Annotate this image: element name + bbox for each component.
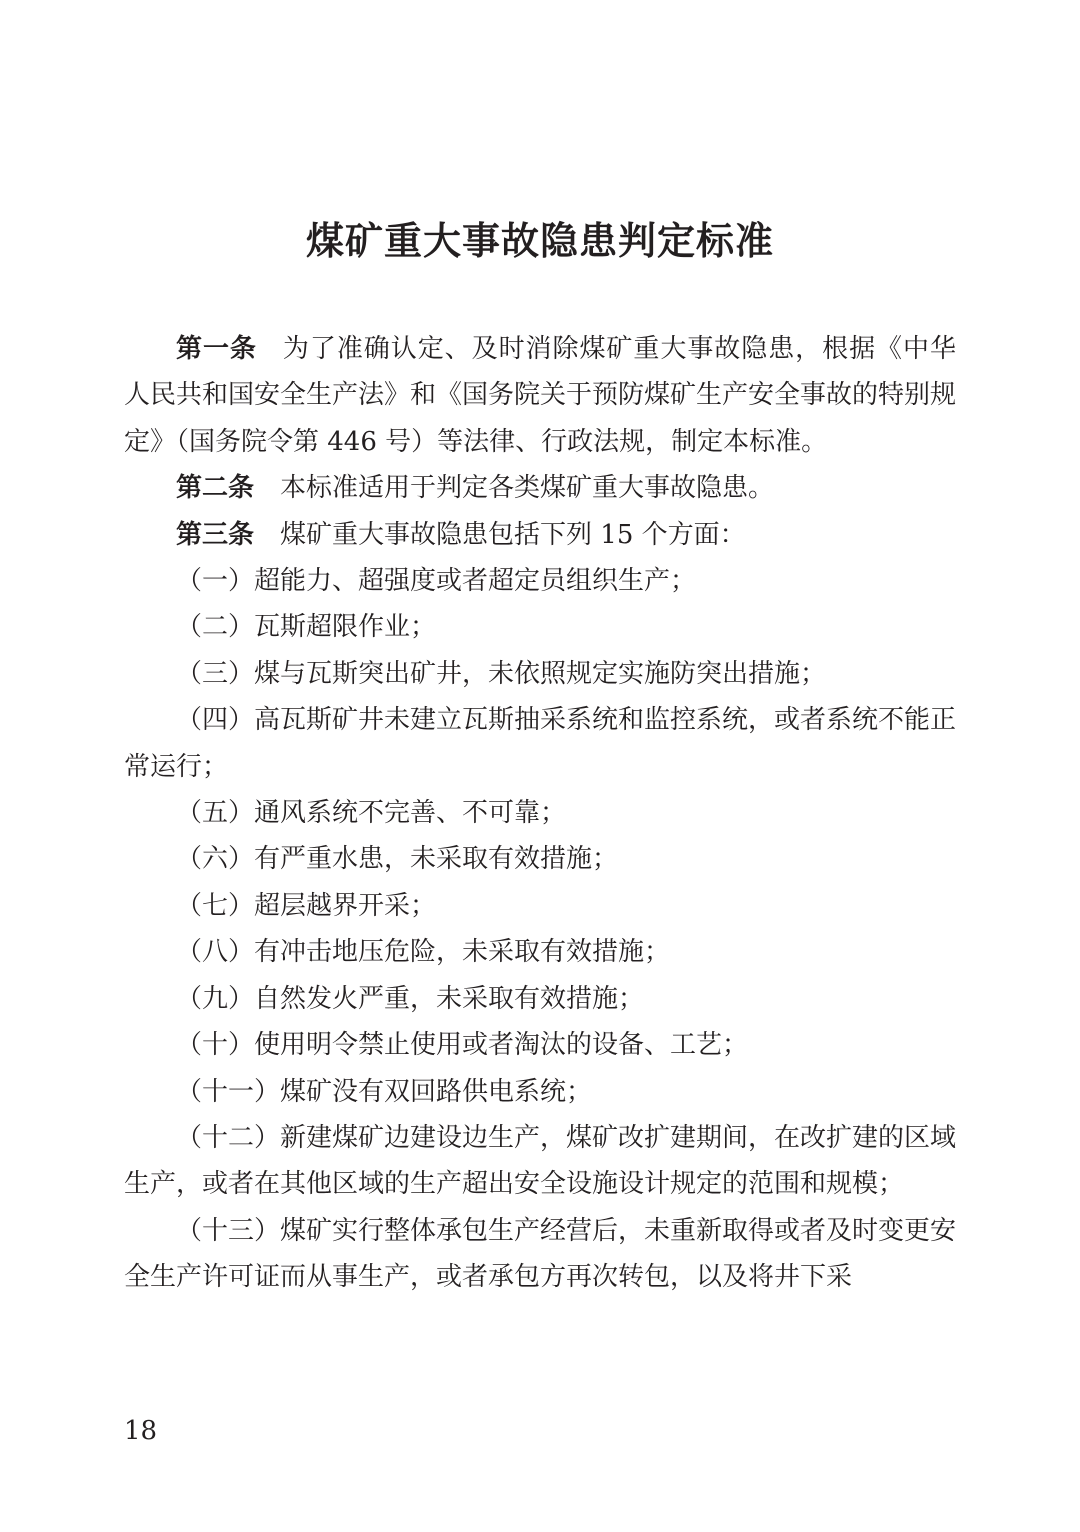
list-item: （一）超能力、超强度或者超定员组织生产；	[176, 566, 697, 597]
list-item: （七）超层越界开采；	[176, 890, 437, 921]
article-label: 第二条	[176, 473, 255, 504]
list-item: （十）使用明令禁止使用或者淘汰的设备、工艺；	[176, 1030, 749, 1061]
document-body	[124, 326, 956, 1301]
article-1	[124, 326, 956, 465]
article-text: 本标准适用于判定各类煤矿重大事故隐患。	[280, 473, 775, 504]
list-item: （六）有严重水患，未采取有效措施；	[176, 844, 619, 875]
article-text: 为了准确认定、及时消除煤矿重大事故隐患，根据《中华人民共和国安全生产法》和《国务院关于预防煤矿生产安全事故的特别规定》（国务院令第 446 号）等法律、行政法规，制定本标准。	[124, 334, 957, 457]
article-2	[124, 465, 956, 511]
list-item: （十二）新建煤矿边建设边生产，煤矿改扩建期间，在改扩建的区域生产，或者在其他区域的生产超出安全设施设计规定的范围和规模；	[124, 1122, 957, 1200]
document-title: 煤矿重大事故隐患判定标准	[305, 219, 774, 263]
article-label: 第一条	[176, 334, 257, 364]
page-number: 18	[124, 1416, 158, 1446]
list-item: （十一）煤矿没有双回路供电系统；	[176, 1076, 593, 1107]
list-item: （八）有冲击地压危险，未采取有效措施；	[176, 937, 671, 968]
list-item: （四）高瓦斯矿井未建立瓦斯抽采系统和监控系统，或者系统不能正常运行；	[124, 705, 957, 782]
article-text: 煤矿重大事故隐患包括下列 15 个方面：	[280, 519, 746, 550]
list-item: （十三）煤矿实行整体承包生产经营后，未重新取得或者及时变更安全生产许可证而从事生产，或者承包方再次转包，以及将井下采	[124, 1215, 957, 1293]
article-label: 第三条	[176, 519, 255, 550]
article-3	[124, 512, 956, 558]
list-item: （三）煤与瓦斯突出矿井，未依照规定实施防突出措施；	[176, 658, 827, 689]
list-item: （五）通风系统不完善、不可靠；	[176, 798, 567, 829]
list-item: （二）瓦斯超限作业；	[176, 612, 437, 643]
list-item: （九）自然发火严重，未采取有效措施；	[176, 983, 645, 1014]
